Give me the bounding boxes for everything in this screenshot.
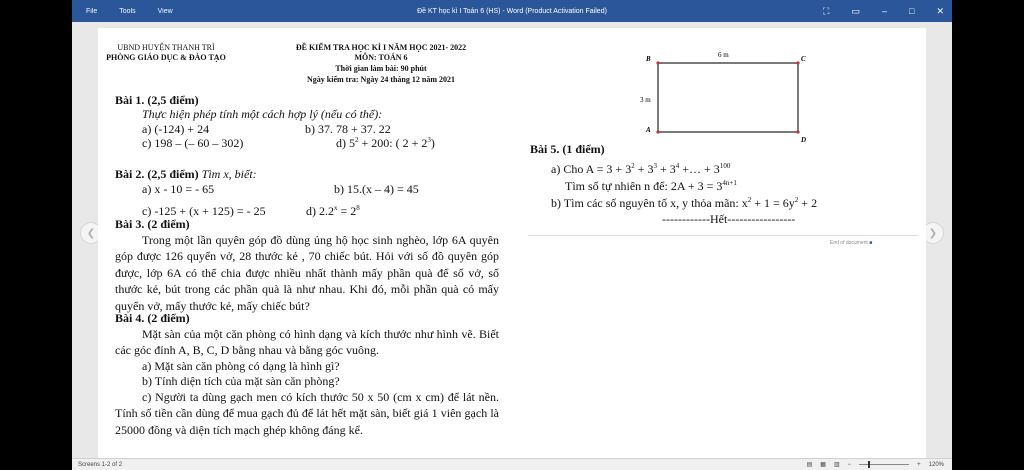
fullscreen-icon[interactable]: ⛶ [823, 5, 830, 16]
zoom-slider-thumb[interactable] [868, 461, 870, 468]
menu-bar [86, 8, 173, 15]
bai1-c: c) 198 – (– 60 – 302) [142, 136, 244, 150]
minimize-icon[interactable]: – [882, 6, 888, 16]
bai2-d: d) $2.2^x = 2^8$ [306, 204, 360, 218]
window-controls [823, 0, 944, 22]
header-district: UBND HUYỆN THANH TRÌ [117, 43, 215, 52]
label-a: A [646, 126, 651, 134]
zoom-out-icon[interactable]: − [847, 461, 852, 468]
bai2-b: b) 15.(x – 4) = 45 [334, 182, 419, 196]
header-exam-title: ĐỀ KIỂM TRA HỌC KÌ I NĂM HỌC 2021- 2022 [295, 43, 467, 52]
read-mode-icon[interactable]: ▤ [806, 462, 813, 468]
menu-file[interactable]: File [86, 7, 98, 15]
bai5-title: Bài 5. (1 điểm) [530, 142, 605, 156]
header-exam-date: Ngày kiểm tra: Ngày 24 tháng 12 năm 2021 [307, 75, 455, 84]
label-side-length: 3 m [640, 96, 651, 104]
zoom-in-icon[interactable]: + [917, 461, 921, 468]
maximize-icon[interactable]: □ [909, 6, 915, 16]
status-controls [807, 461, 944, 468]
chevron-left-icon: ❮ [86, 227, 96, 239]
web-layout-icon[interactable]: ▥ [833, 462, 840, 468]
zoom-slider[interactable] [859, 464, 909, 465]
header-department: PHÒNG GIÁO DỤC & ĐÀO TẠO [106, 53, 226, 62]
bai4-c: c) Người ta dùng gạch men có kích thước 50 x 50 (cm x cm) để lát nền. Tính số tiền cần dùng để mua gạch đủ để lát hết mặt sàn, biết giá 1 viên gạch là 25000 đồng và diện tích mạch ghép không đáng kể. [115, 390, 499, 437]
rectangle-figure [618, 42, 808, 142]
bai2-instruction: Tìm x, biết: [198, 167, 257, 181]
print-layout-icon[interactable]: ▦ [820, 462, 826, 468]
bai5-b: b) Tìm các số nguyên tố x, y thỏa mãn: $x^2 + 1 = 6y^2 + 2$ [551, 196, 818, 210]
bai2-c: c) -125 + (x + 125) = - 25 [142, 204, 266, 218]
bai1-title: Bài 1. (2,5 điểm) [115, 93, 199, 107]
document-page [98, 28, 926, 458]
screen-count: Screens 1-2 of 2 [78, 461, 123, 468]
reading-workspace [72, 22, 952, 458]
close-icon[interactable]: ✕ [936, 5, 944, 16]
room-rectangle [658, 63, 798, 132]
end-of-document-label: End of document ■ [830, 240, 873, 246]
bai1-b: b) 37. 78 + 37. 22 [305, 122, 391, 136]
bai3-title: Bài 3. (2 điểm) [115, 217, 190, 231]
bai1-a: a) (-124) + 24 [142, 122, 210, 136]
end-of-document-divider [528, 235, 918, 236]
bai1-intro: Thực hiện phép tính một cách hợp lý (nếu có thể): [142, 107, 383, 121]
bai3-text: Trong một lần quyên góp đồ dùng ủng hộ học sinh nghèo, lớp 6A quyên góp được 126 quyển vở, 28 thước kẻ , 70 chiếc bút. Hỏi với số đồ quyên góp được, lớp 6A có thể chia được nhiều nhất thành mấy phần quà để số vở, số thước kẻ, bút trong các phần quà là như nhau. Khi đó, mỗi phần quà có mấy quyển vở, mấy thước kẻ, mấy chiếc bút? [115, 233, 499, 313]
bai4-a: a) Mặt sàn căn phòng có dạng là hình gì? [142, 359, 340, 373]
point-a [656, 130, 659, 133]
bai5-a1: a) Cho $A = 3 + 3^2 + 3^3 + 3^4$ +… + $3^{100}$ [551, 162, 731, 176]
header-duration: Thời gian làm bài: 90 phút [335, 64, 427, 73]
bai2-heading [115, 167, 257, 182]
menu-view[interactable]: View [157, 7, 173, 15]
label-b: B [646, 55, 651, 63]
end-square-icon: ■ [869, 240, 873, 246]
bai5-a2: Tìm số tự nhiên n để: $2A + 3 = 3^{4n+1}$ [565, 179, 737, 193]
point-c [796, 61, 799, 64]
bai4-text: Mặt sàn của một căn phòng có hình dạng và kích thước như hình vẽ. Biết các góc đỉnh A, B, C, D bằng nhau và bằng góc vuông. [115, 327, 499, 358]
bai1-d: d) $5^2 + 200$: ( $2 + 2^3$) [336, 136, 435, 150]
chevron-right-icon: ❯ [928, 227, 938, 239]
bai4-title: Bài 4. (2 điểm) [115, 311, 190, 325]
restore-panel-icon[interactable]: ▭ [851, 5, 860, 16]
menu-tools[interactable]: Tools [119, 7, 136, 15]
document-title: Đề KT học kì I Toán 6 (HS) - Word (Product Activation Failed) [417, 7, 607, 15]
label-top-length: 6 m [718, 51, 729, 59]
point-d [796, 130, 799, 133]
title-bar [72, 0, 952, 22]
label-c: C [801, 55, 806, 63]
header-subject: MÔN: TOÁN 6 [354, 53, 408, 62]
bai2-a: a) x - 10 = - 65 [142, 182, 215, 196]
status-bar [72, 458, 952, 470]
bai4-b: b) Tính diện tích của mặt sàn căn phòng? [142, 374, 340, 388]
label-d: D [801, 136, 807, 142]
point-b [656, 61, 659, 64]
bai2-title: Bài 2. (2,5 điểm) [115, 167, 199, 181]
end-of-exam-marker: ------------Hết----------------- [662, 212, 796, 226]
zoom-level[interactable]: 120% [928, 461, 944, 468]
